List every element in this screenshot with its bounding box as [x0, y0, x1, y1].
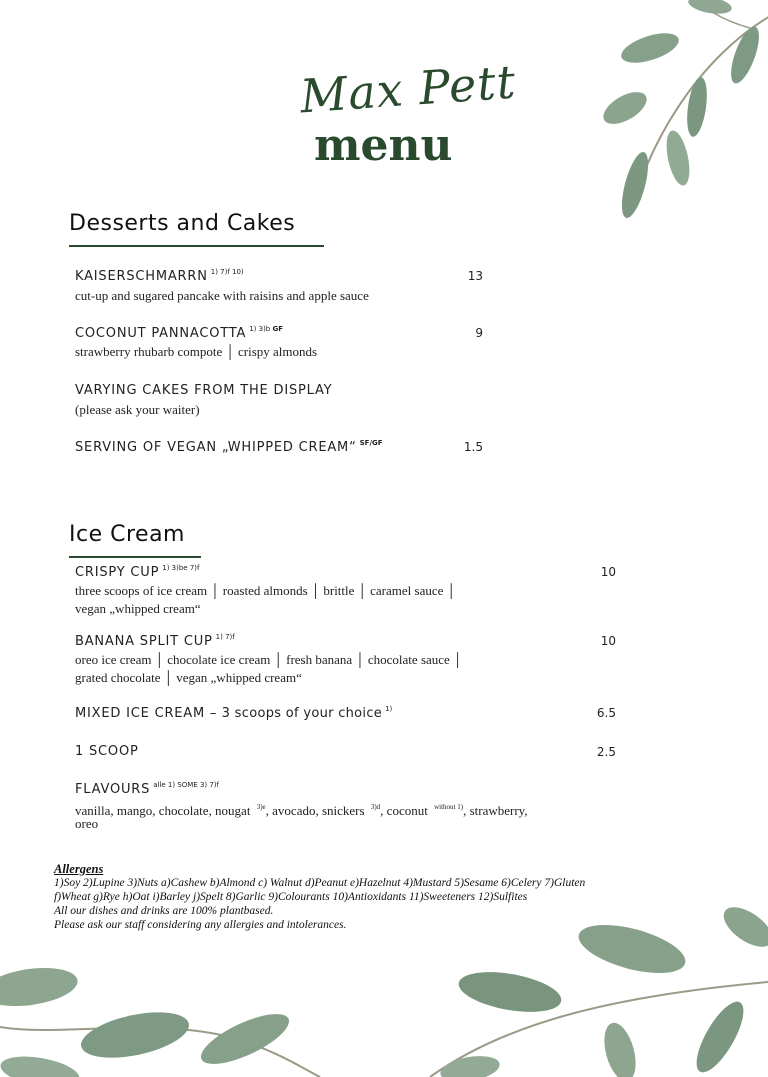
section-title-ice-cream: Ice Cream	[69, 522, 185, 547]
menu-item-price: 10	[600, 634, 616, 648]
menu-item-price: 6.5	[596, 706, 616, 720]
menu-item-description: oreo ice cream │ chocolate ice cream │ fresh banana │ chocolate sauce │	[75, 652, 463, 667]
menu-item-description: cut-up and sugared pancake with raisins and apple sauce	[75, 288, 369, 303]
menu-item-name: KAISERSCHMARRN $^{1) 7)f 10)}$	[75, 268, 244, 284]
allergens-line: 1)Soy 2)Lupine 3)Nuts a)Cashew b)Almond c) Walnut d)Peanut e)Hazelnut 4)Mustard 5)Sesame 6)Celery 7)Gluten	[54, 877, 586, 889]
section-rule	[69, 556, 201, 558]
menu-item-name: VARYING CAKES FROM THE DISPLAY	[75, 383, 333, 398]
allergens-note: Please ask our staff considering any allergies and intolerances.	[54, 919, 347, 931]
menu-item-price: 9	[475, 326, 483, 340]
menu-item-price: 2.5	[596, 745, 616, 759]
menu-item-name: SERVING OF VEGAN „WHIPPED CREAM“ $^{SF/GF}$	[75, 439, 383, 455]
menu-item-description: strawberry rhubarb compote │ crispy almonds	[75, 344, 318, 359]
menu-item-name: BANANA SPLIT CUP $^{1) 7)f}$	[75, 633, 235, 649]
allergens-note: All our dishes and drinks are 100% plantbased.	[54, 905, 274, 917]
menu-item-description: three scoops of ice cream │ roasted almonds │ brittle │ caramel sauce │	[75, 583, 456, 598]
menu-item-price: 1.5	[463, 440, 483, 454]
brand-name: Max Pett	[298, 54, 518, 124]
menu-item-name: CRISPY CUP $^{1) 3)be 7)f}$	[75, 564, 200, 580]
menu-item-description: vegan „whipped cream“	[75, 601, 201, 616]
allergens-heading: Allergens	[54, 862, 104, 876]
menu-item-name: 1 SCOOP	[75, 744, 139, 759]
menu-item-price: 10	[600, 565, 616, 579]
leaf-branch-top-right-icon	[590, 0, 768, 230]
allergens-line: f)Wheat g)Rye h)Oat i)Barley j)Spelt 8)Garlic 9)Colourants 10)Antioxidants 11)Sweeteners 12)Sulfites	[54, 891, 528, 903]
menu-item-name: MIXED ICE CREAM – 3 scoops of your choice $^{1)}$	[75, 705, 393, 721]
menu-item-name: FLAVOURS $^{alle 1) SOME 3) 7)f}$	[75, 781, 220, 797]
menu-title: menu	[314, 120, 453, 171]
menu-item-price: 13	[467, 269, 483, 283]
flavours-list: vanilla, mango, chocolate, nougat $^{3)e}$, avocado, snickers $^{3)d}$, coconut $^{without 1)}$, strawberry,	[75, 803, 528, 818]
section-rule	[69, 245, 324, 247]
menu-item-description: grated chocolate │ vegan „whipped cream“	[75, 670, 302, 685]
menu-item-name: COCONUT PANNACOTTA $^{1) 3)b GF}$	[75, 325, 284, 341]
allergens-legend	[54, 862, 694, 932]
section-title-desserts: Desserts and Cakes	[69, 211, 296, 236]
flavours-list-continued: oreo	[75, 816, 99, 831]
menu-item-description: (please ask your waiter)	[75, 402, 200, 417]
